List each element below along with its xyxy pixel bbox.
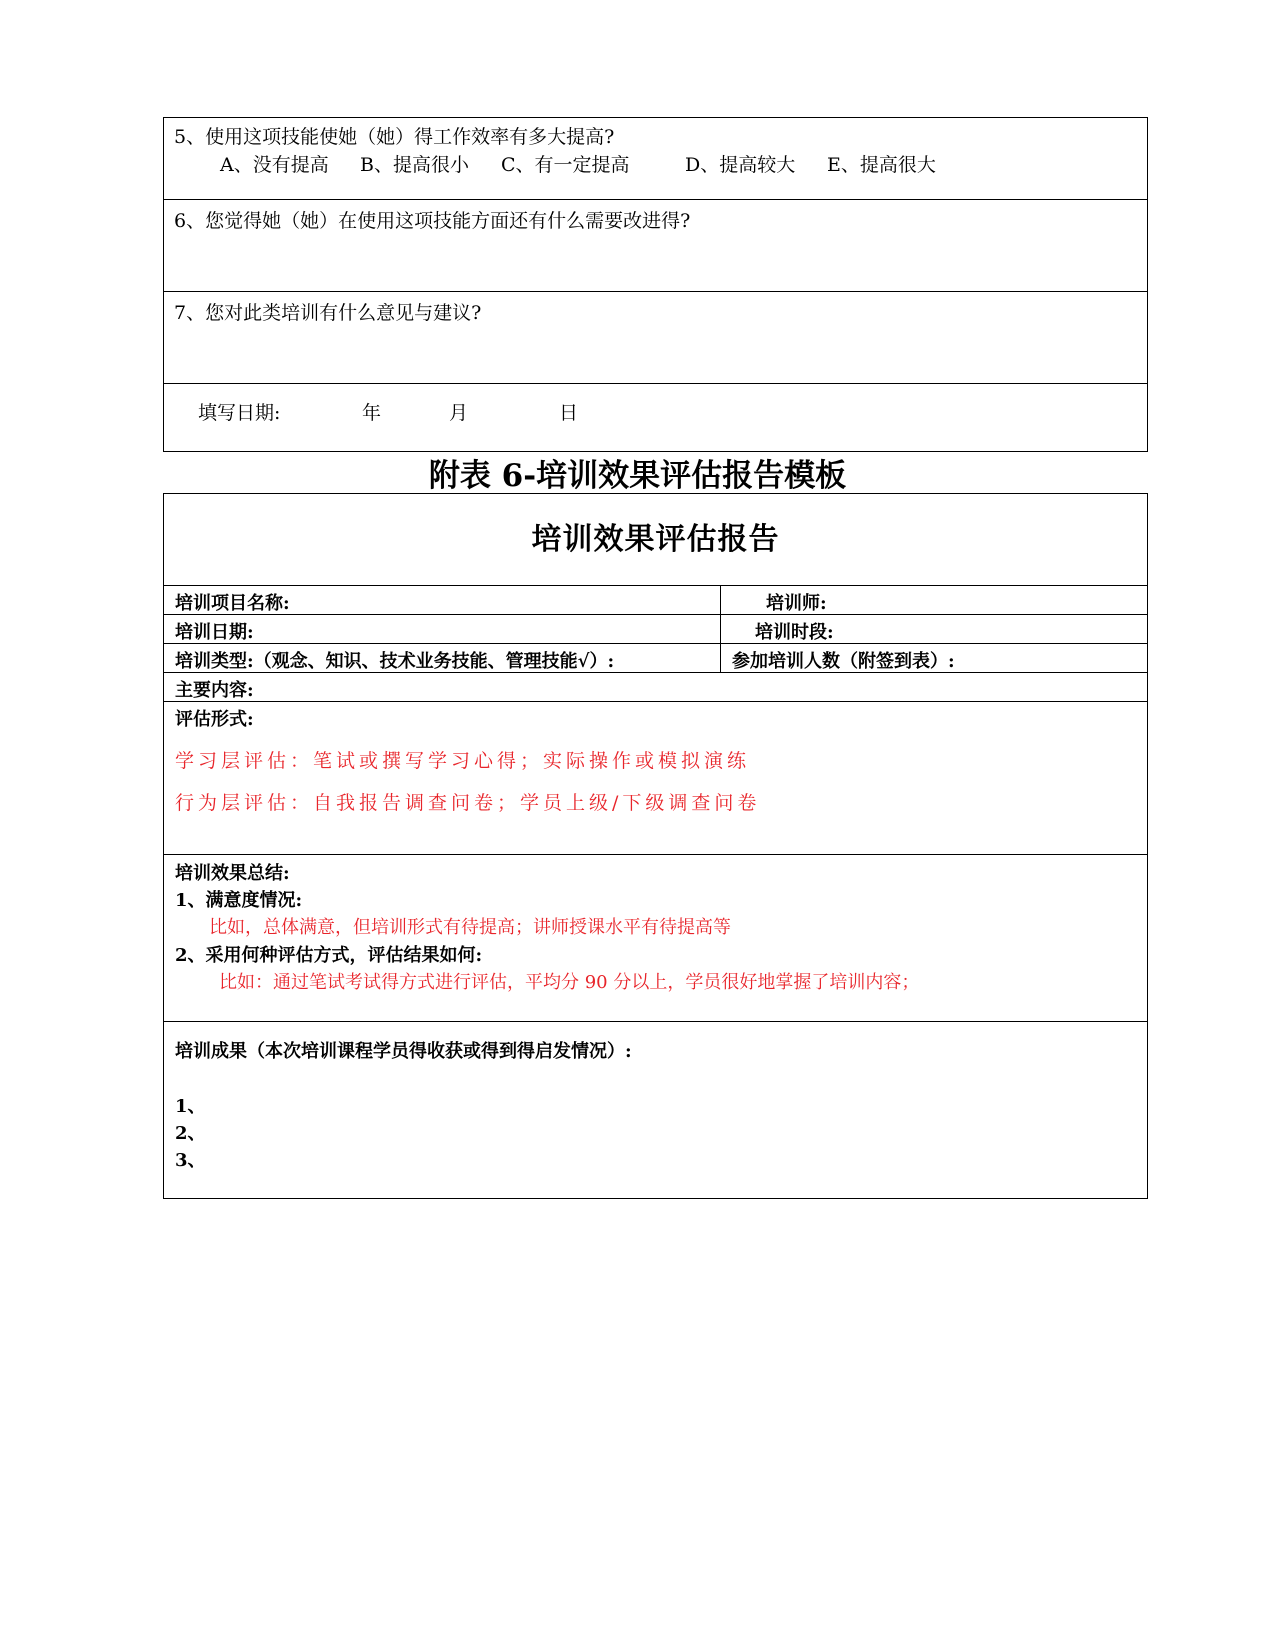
- question-5: 5、使用这项技能使她（她）得工作效率有多大提高?: [174, 126, 615, 148]
- main-content-label: 主要内容:: [175, 680, 254, 701]
- divider: [164, 643, 1147, 644]
- divider: [164, 199, 1147, 200]
- training-date-label: 培训日期:: [175, 622, 254, 643]
- method-label: 2、采用何种评估方式，评估结果如何:: [175, 945, 483, 966]
- outcome-item-2: 2、: [175, 1123, 206, 1144]
- divider: [164, 672, 1147, 673]
- divider: [164, 701, 1147, 702]
- q5-option-d: D、提高较大: [685, 154, 796, 176]
- report-title: 培训效果评估报告: [531, 522, 780, 557]
- participants-label: 参加培训人数（附签到表）:: [732, 651, 955, 672]
- fill-date-month: 月: [449, 402, 469, 424]
- project-name-label: 培训项目名称:: [175, 593, 290, 614]
- q5-option-c: C、有一定提高: [501, 154, 630, 176]
- q5-option-b: B、提高很小: [360, 154, 469, 176]
- trainer-label: 培训师:: [766, 593, 827, 614]
- fill-date-year: 年: [362, 402, 382, 424]
- training-type-label: 培训类型:（观念、知识、技术业务技能、管理技能√）:: [175, 651, 615, 672]
- time-slot-label: 培训时段:: [755, 622, 834, 643]
- report-table: [163, 493, 1148, 1199]
- divider: [164, 383, 1147, 384]
- column-divider: [720, 585, 721, 672]
- q5-option-e: E、提高很大: [827, 154, 936, 176]
- divider: [164, 614, 1147, 615]
- question-7: 7、您对此类培训有什么意见与建议?: [174, 302, 482, 324]
- eval-form-label: 评估形式:: [175, 709, 254, 730]
- divider: [164, 291, 1147, 292]
- q5-option-a: A、没有提高: [220, 154, 329, 176]
- appendix-title: 附表 6-培训效果评估报告模板: [428, 458, 847, 494]
- summary-label: 培训效果总结:: [175, 863, 290, 884]
- eval-behavior-example: 行为层评估：自我报告调查问卷；学员上级/下级调查问卷: [175, 792, 761, 814]
- divider: [164, 854, 1147, 855]
- satisfaction-example: 比如，总体满意，但培训形式有待提高；讲师授课水平有待提高等: [209, 917, 731, 938]
- method-example: 比如：通过笔试考试得方式进行评估，平均分 90 分以上，学员很好地掌握了培训内容；: [219, 972, 920, 993]
- survey-table: [163, 117, 1148, 452]
- satisfaction-label: 1、满意度情况:: [175, 890, 303, 911]
- fill-date-label: 填写日期:: [198, 402, 281, 424]
- outcome-item-3: 3、: [175, 1150, 206, 1171]
- divider: [164, 585, 1147, 586]
- outcome-item-1: 1、: [175, 1096, 206, 1117]
- question-6: 6、您觉得她（她）在使用这项技能方面还有什么需要改进得?: [174, 210, 691, 232]
- eval-learning-example: 学习层评估：笔试或撰写学习心得；实际操作或模拟演练: [175, 750, 751, 772]
- outcome-label: 培训成果（本次培训课程学员得收获或得到得启发情况）:: [175, 1041, 632, 1062]
- divider: [164, 1021, 1147, 1022]
- fill-date-day: 日: [559, 402, 579, 424]
